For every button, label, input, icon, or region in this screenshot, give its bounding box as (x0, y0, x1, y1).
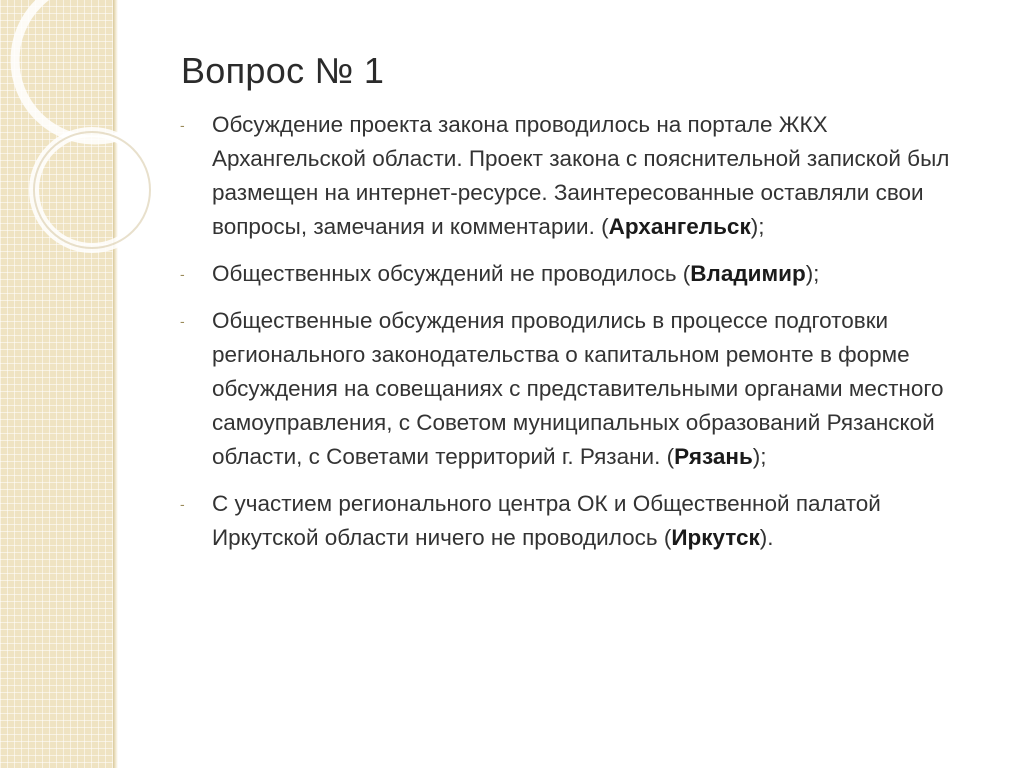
bullet-item-arkhangelsk (180, 108, 970, 244)
bullet-text: Общественных обсуждений не проводилось ( (212, 261, 691, 286)
bullet-text: Общественные обсуждения проводились в процессе подготовки регионального законодательства о капитальном ремонте в форме обсуждения на совещаниях с представительными органами местного самоуправления, с Советом муниципальных образований Рязанской области, с Советами территорий г. Рязани. ( (212, 308, 944, 469)
bullet-text: Обсуждение проекта закона проводилось на портале ЖКХ Архангельской области. Проект закона с пояснительной запиской был размещен на интернет-ресурсе. Заинтересованные оставляли свои вопросы, замечания и комментарии. ( (212, 112, 950, 239)
city-name: Рязань (674, 444, 753, 469)
bullet-item-ryazan (180, 304, 970, 474)
city-name: Иркутск (671, 525, 760, 550)
bullet-marker: - (180, 496, 185, 512)
bullet-text-end: ); (752, 444, 767, 469)
bullet-text-end: ); (805, 261, 820, 286)
slide-title: Вопрос № 1 (181, 50, 385, 91)
bullet-text: С участием регионального центра ОК и Общественной палатой Иркутской области ничего не проводилось ( (212, 491, 881, 550)
bullet-marker: - (180, 117, 185, 133)
bullet-item-vladimir (180, 257, 970, 291)
decorative-rings-icon (0, 0, 160, 260)
city-name: Владимир (690, 261, 806, 286)
bullet-marker: - (180, 266, 185, 282)
city-name: Архангельск (608, 214, 751, 239)
bullet-text-end: ). (759, 525, 774, 550)
bullet-item-irkutsk (180, 487, 970, 555)
bullet-text-end: ); (750, 214, 765, 239)
bullet-marker: - (180, 313, 185, 329)
bullet-list (180, 108, 970, 568)
